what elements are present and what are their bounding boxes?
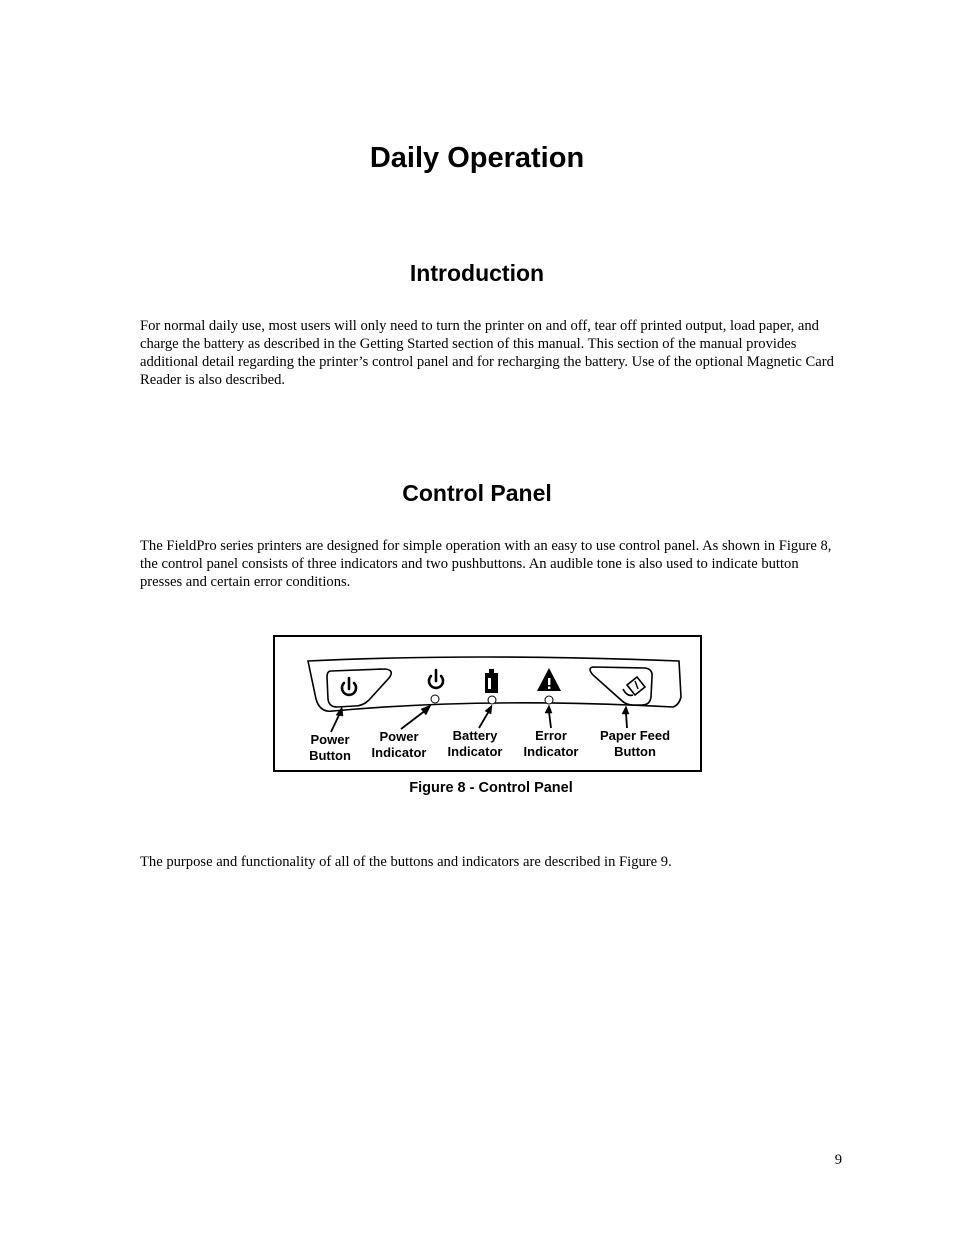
power-indicator-label: Power Indicator (371, 729, 427, 760)
control-panel-paragraph: The FieldPro series printers are designed for simple operation with an easy to use control panel. As shown in Figure 8, the control panel consists of three indicators and two pushbuttons. An audible tone is also used to indicate button presses and certain error conditions. (140, 538, 832, 590)
control-panel-heading: Control Panel (402, 480, 552, 506)
control-panel-figure (273, 635, 702, 772)
error-indicator-shape (537, 668, 561, 704)
figure-caption: Figure 8 - Control Panel (409, 780, 573, 796)
battery-indicator-shape (485, 669, 498, 704)
intro-paragraph: For normal daily use, most users will only need to turn the printer on and off, tear off printed output, load paper, and charge the battery as described in the Getting Started section of this manual. This section of the manual provides additional detail regarding the printer’s control panel and for recharging the battery. Use of the optional Magnetic Card Reader is also described. (140, 318, 834, 388)
power-button-label: Power Button (309, 732, 351, 763)
power-button-shape (327, 669, 391, 707)
intro-heading: Introduction (409, 260, 545, 286)
page-title: Daily Operation (369, 142, 585, 174)
paper-feed-button-label: Paper Feed Button (599, 728, 671, 759)
closing-paragraph: The purpose and functionality of all of the buttons and indicators are described in Figure 9. (140, 854, 672, 870)
paper-feed-button-shape (590, 667, 652, 705)
power-indicator-shape (429, 670, 443, 703)
battery-indicator-label: Battery Indicator (447, 728, 503, 759)
page-number: 9 (834, 1152, 842, 1168)
error-indicator-label: Error Indicator (523, 728, 579, 759)
